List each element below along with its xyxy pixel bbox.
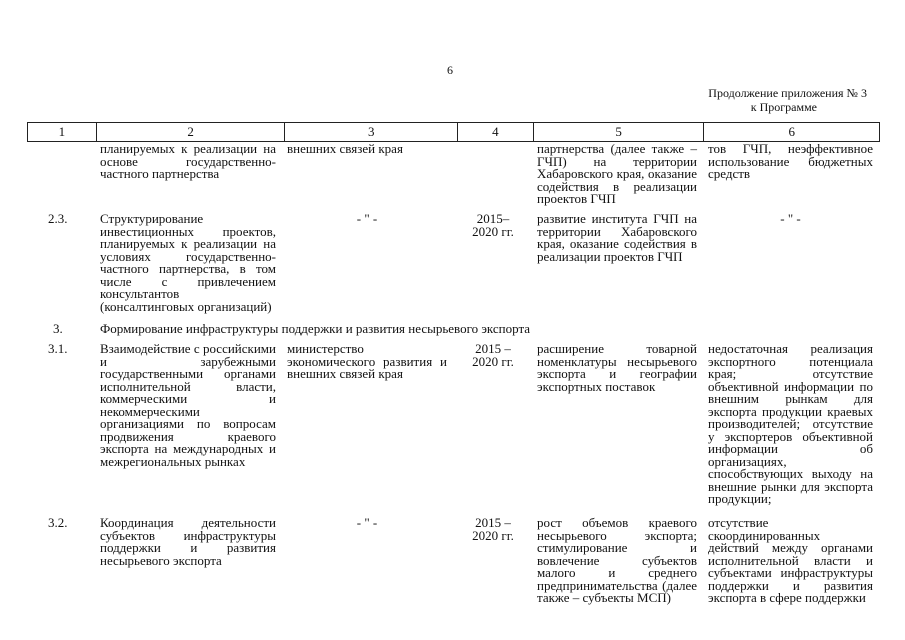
- r4-consequence: отсутствие скоординированных действий между органами исполнительной власти и субъектами инфраструктуры поддержки и развития экспорта в сфере поддержки: [708, 515, 873, 605]
- header-col-1: 1: [28, 123, 97, 141]
- table-header: [27, 122, 880, 142]
- r4-period: [458, 517, 528, 542]
- page-number: 6: [447, 63, 453, 77]
- r1-consequence: - " -: [780, 211, 801, 226]
- r0-consequence: тов ГЧП, неэффективное использование бюджетных средств: [708, 141, 873, 181]
- continuation-line-1: Продолжение приложения № 3: [708, 86, 867, 100]
- r3-number: 3.1.: [48, 341, 68, 356]
- r4-executor: - " -: [356, 515, 378, 530]
- r1-executor: - " -: [356, 211, 378, 226]
- header-col-2: 2: [97, 123, 286, 141]
- r3-period-start: 2015 –: [475, 341, 511, 356]
- r1-period: [458, 213, 528, 238]
- r2-number: 3.: [53, 321, 63, 336]
- r1-description: Структурирование инвестиционных проектов, планируемых к реализации на условиях государственно-частного партнерства, в том числе с привлечением консультантов (консалтинговых организаций): [100, 211, 276, 314]
- header-col-5: 5: [534, 123, 705, 141]
- r3-description: Взаимодействие с российскими и зарубежными государственными органами исполнительной власти, коммерческими и некоммерческими организациями по вопросам продвижения краевого экспорта на международных и межрегиональных рынках: [100, 341, 276, 469]
- r3-executor: министерство экономического развития и внешних связей края: [287, 341, 447, 381]
- r3-period: [458, 343, 528, 368]
- r3-consequence: недостаточная реализация экспортного потенциала края; отсутствие объективной информации по внешним рынкам для экспорта продукции краевых производителей; отсутствие у экспортеров объективной информации об организациях, способствующих выходу на внешние рынки для экспорта продукции;: [708, 341, 873, 506]
- r1-number: 2.3.: [48, 211, 68, 226]
- continuation-note: [640, 86, 867, 114]
- r1-period-end: 2020 гг.: [472, 223, 514, 239]
- continuation-line-2: к Программе: [750, 100, 817, 114]
- r0-executor: внешних связей края: [287, 141, 403, 156]
- r3-period-end: 2020 гг.: [472, 353, 514, 369]
- r3-result: расширение товарной номенклатуры несырьевого экспорта и географии экспортных поставок: [537, 341, 697, 394]
- r1-period-start: 2015–: [476, 211, 510, 226]
- header-col-3: 3: [285, 123, 458, 141]
- r4-result: рост объемов краевого несырьевого экспорта; стимулирование и вовлечение субъектов малого и среднего предпринимательства (далее также – субъекты МСП): [537, 515, 697, 605]
- header-col-4: 4: [458, 123, 534, 141]
- r0-result: партнерства (далее также – ГЧП) на территории Хабаровского края, оказание содействия в реализации проектов ГЧП: [537, 141, 697, 206]
- r1-result: развитие института ГЧП на территории Хабаровского края, оказание содействия в реализации проектов ГЧП: [537, 211, 697, 264]
- r2-section-title: Формирование инфраструктуры поддержки и развития несырьевого экспорта: [100, 321, 531, 336]
- r0-description: планируемых к реализации на основе государственно-частного партнерства: [100, 141, 276, 181]
- r4-description: Координация деятельности субъектов инфраструктуры поддержки и развития несырьевого экспорта: [100, 515, 276, 568]
- r4-period-end: 2020 гг.: [472, 527, 514, 543]
- header-col-6: 6: [788, 124, 795, 139]
- r4-number: 3.2.: [48, 515, 68, 530]
- r4-period-start: 2015 –: [475, 515, 511, 530]
